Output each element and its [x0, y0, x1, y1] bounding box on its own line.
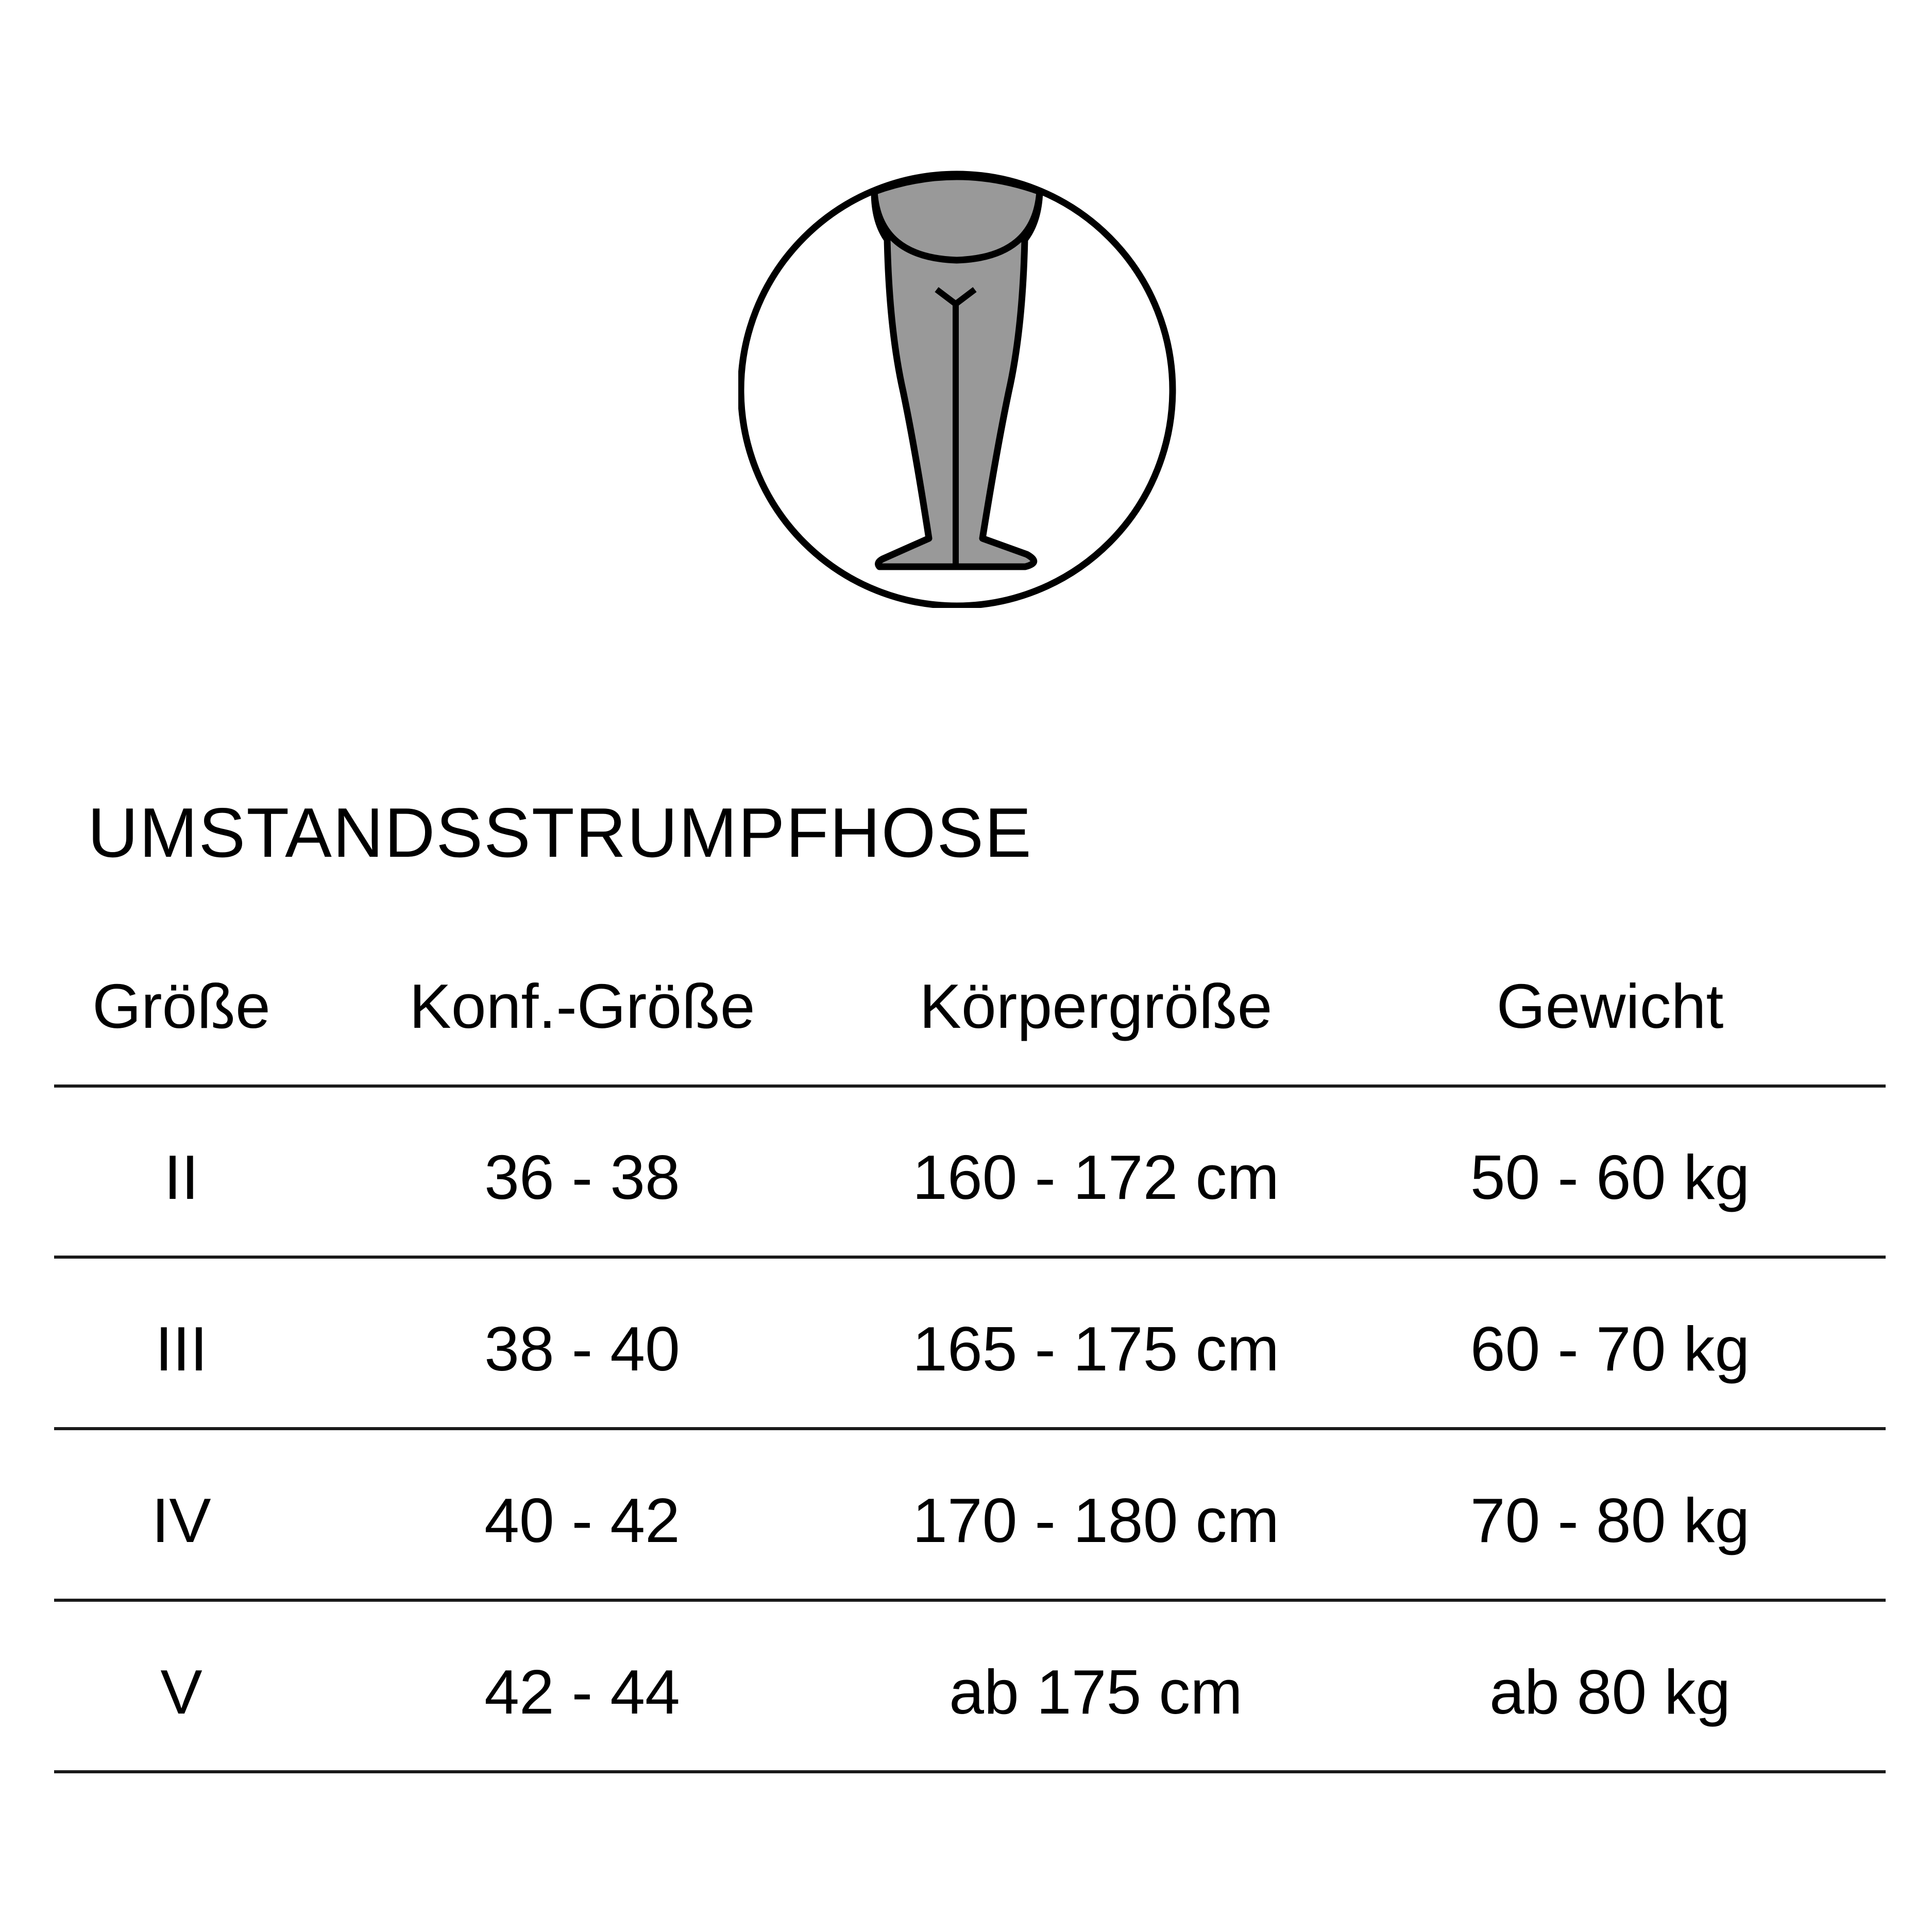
- table-cell: 50 - 60 kg: [1470, 1142, 1750, 1212]
- header-groesse: Größe: [92, 971, 270, 1041]
- table-divider: [54, 1084, 1886, 1088]
- table-cell: 70 - 80 kg: [1470, 1485, 1750, 1555]
- table-cell: II: [164, 1142, 199, 1212]
- table-cell: V: [160, 1657, 202, 1727]
- table-cell: 36 - 38: [484, 1142, 680, 1212]
- table-cell: 40 - 42: [484, 1485, 680, 1555]
- table-cell: III: [155, 1314, 208, 1384]
- page-title: UMSTANDSSTRUMPFHOSE: [88, 793, 1032, 872]
- table-divider: [54, 1427, 1886, 1430]
- table-cell: IV: [151, 1485, 211, 1555]
- table-divider: [54, 1599, 1886, 1602]
- table-cell: ab 175 cm: [949, 1657, 1243, 1727]
- table-divider: [54, 1770, 1886, 1773]
- tights-leg-icon: [738, 168, 1178, 608]
- header-gewicht: Gewicht: [1496, 971, 1724, 1041]
- header-konf-groesse: Konf.-Größe: [409, 971, 755, 1041]
- table-cell: 165 - 175 cm: [912, 1314, 1280, 1384]
- table-cell: 38 - 40: [484, 1314, 680, 1384]
- table-cell: 160 - 172 cm: [912, 1142, 1280, 1212]
- table-cell: 170 - 180 cm: [912, 1485, 1280, 1555]
- table-cell: 60 - 70 kg: [1470, 1314, 1750, 1384]
- table-cell: ab 80 kg: [1489, 1657, 1731, 1727]
- header-koerpergroesse: Körpergröße: [919, 971, 1273, 1041]
- table-divider: [54, 1256, 1886, 1259]
- table-cell: 42 - 44: [484, 1657, 680, 1727]
